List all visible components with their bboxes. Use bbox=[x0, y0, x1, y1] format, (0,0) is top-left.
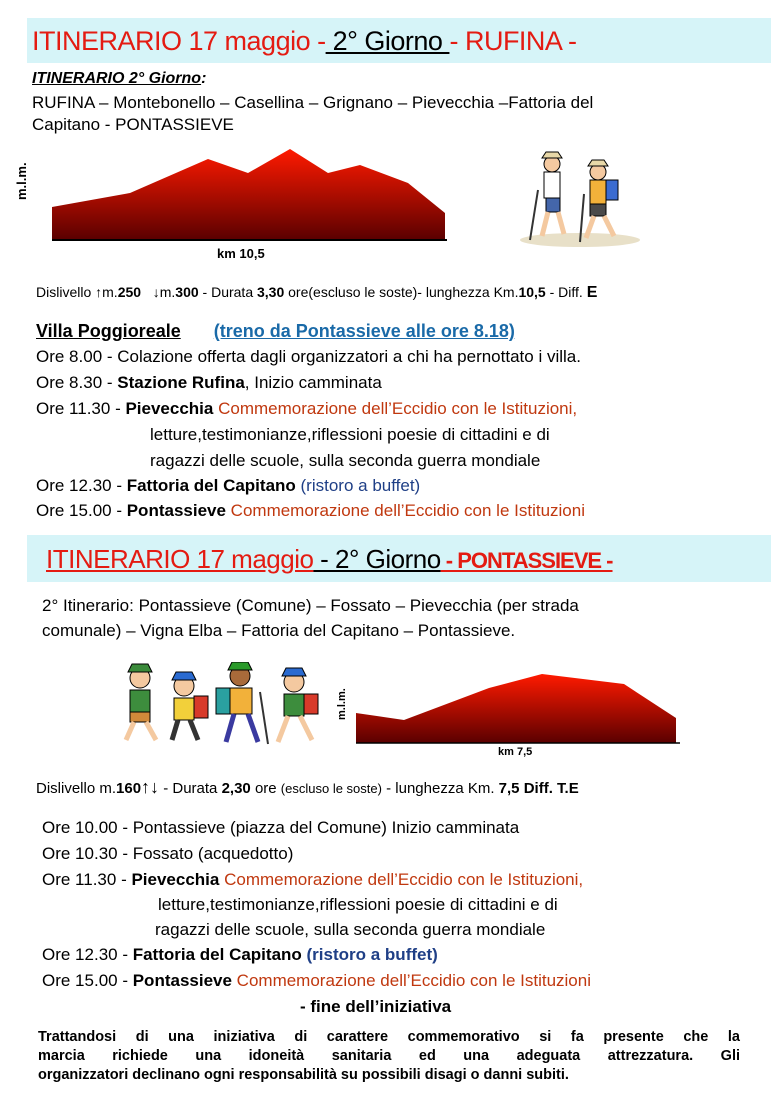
train-info-link[interactable]: (treno da Pontassieve alle ore 8.18) bbox=[213, 321, 515, 341]
length-value: 7,5 bbox=[498, 780, 520, 797]
schedule2-cont-2: ragazzi delle scuole, sulla seconda guerra mondiale bbox=[155, 920, 546, 939]
down-unit: m. bbox=[159, 284, 176, 300]
duration-suffix: ore(escluso le soste)- lunghezza Km. bbox=[284, 284, 519, 300]
stats-line-pontassieve bbox=[36, 777, 579, 798]
schedule-text: , Inizio camminata bbox=[244, 373, 382, 392]
schedule-place: Stazione Rufina bbox=[112, 373, 245, 392]
schedule-place: Pievecchia bbox=[131, 870, 220, 889]
schedule-text: Pontassieve (piazza del Comune) Inizio camminata bbox=[128, 818, 520, 837]
schedule-text: Colazione offerta dagli organizzatori a chi ha pernottato i villa. bbox=[112, 347, 581, 366]
schedule-place: Pontassieve bbox=[132, 971, 232, 990]
route2-line-2: comunale) – Vigna Elba – Fattoria del Capitano – Pontassieve. bbox=[42, 621, 516, 640]
schedule-time: Ore 12.30 - bbox=[36, 476, 127, 495]
schedule-note: Commemorazione dell’Eccidio con le Istituzioni, bbox=[213, 399, 578, 418]
schedule-time: Ore 8.00 - bbox=[36, 347, 113, 366]
schedule-item-0800 bbox=[36, 347, 581, 367]
duration-value: 2,30 bbox=[221, 780, 251, 797]
elevation-value: 160 bbox=[116, 780, 142, 797]
schedule-item-0830 bbox=[36, 373, 382, 393]
profile1-ylabel: m.l.m. bbox=[14, 162, 29, 200]
schedule-note: Commemorazione dell’Eccidio con le Istituzioni bbox=[231, 971, 591, 990]
title-place: - PONTASSIEVE - bbox=[440, 548, 613, 573]
stats-prefix: Dislivello bbox=[36, 284, 96, 300]
duration-label: - Durata bbox=[159, 780, 222, 797]
stats-prefix: Dislivello m. bbox=[36, 780, 117, 797]
schedule-note: (ristoro a buffet) bbox=[301, 945, 438, 964]
schedule-note: Commemorazione dell’Eccidio con le Istituzioni, bbox=[219, 870, 584, 889]
villa-name: Villa Poggioreale bbox=[36, 321, 181, 341]
down-arrow-icon: ↓ bbox=[152, 284, 160, 300]
section2-title bbox=[46, 544, 613, 575]
up-unit: m. bbox=[102, 284, 118, 300]
schedule-item-1500 bbox=[36, 501, 585, 521]
route-line-2: Capitano - PONTASSIEVE bbox=[32, 115, 234, 134]
schedule-note: Commemorazione dell’Eccidio con le Istituzioni bbox=[225, 501, 585, 520]
difficulty-label: - Diff. bbox=[545, 284, 587, 300]
schedule2-item-1230 bbox=[42, 945, 438, 965]
schedule-note: (ristoro a buffet) bbox=[295, 476, 421, 495]
schedule-place: Pievecchia bbox=[125, 399, 214, 418]
descent-value: 300 bbox=[175, 284, 199, 300]
schedule-place: Fattoria del Capitano bbox=[132, 945, 302, 964]
itinerary-label-text: ITINERARIO 2° Giorno bbox=[32, 70, 202, 87]
schedule-text: Fossato (acquedotto) bbox=[128, 844, 294, 863]
hiker-couple-icon bbox=[510, 150, 640, 250]
schedule2-item-1030 bbox=[42, 844, 293, 864]
itinerary-label-colon: : bbox=[201, 70, 207, 87]
disclaimer-line-2: marcia richiede una idoneità sanitaria ed una adeguata attrezzatura. Gli bbox=[38, 1048, 740, 1064]
length-label: - lunghezza Km. bbox=[381, 780, 499, 797]
itinerary-label bbox=[32, 70, 206, 88]
disclaimer bbox=[38, 1028, 740, 1085]
schedule2-item-1000 bbox=[42, 818, 519, 838]
schedule-time: Ore 15.00 - bbox=[42, 971, 133, 990]
up-arrow-icon: ↑ bbox=[95, 284, 103, 300]
profile2-ylabel: m.l.m. bbox=[336, 688, 348, 720]
schedule-cont-1: letture,testimonianze,riflessioni poesie di cittadini e di bbox=[150, 425, 550, 444]
schedule-place: Pontassieve bbox=[126, 501, 226, 520]
schedule-cont-2: ragazzi delle scuole, sulla seconda guerra mondiale bbox=[150, 451, 541, 470]
elevation-profile-pontassieve bbox=[354, 668, 684, 748]
length-value: 10,5 bbox=[518, 284, 546, 300]
difficulty: Diff. T.E bbox=[519, 780, 579, 797]
schedule-time: Ore 11.30 - bbox=[36, 399, 126, 418]
schedule-item-1130 bbox=[36, 399, 577, 419]
schedule-place: Fattoria del Capitano bbox=[126, 476, 296, 495]
profile1-xlabel: km 10,5 bbox=[217, 246, 265, 261]
villa-line bbox=[36, 321, 515, 342]
title-place: - RUFINA - bbox=[449, 26, 577, 56]
schedule-time: Ore 8.30 - bbox=[36, 373, 113, 392]
title-date: ITINERARIO 17 maggio - bbox=[32, 26, 326, 56]
schedule2-item-1500 bbox=[42, 971, 591, 991]
difficulty-value: E bbox=[586, 284, 598, 301]
schedule-time: Ore 10.30 - bbox=[42, 844, 128, 863]
up-down-arrow-icon: ↑↓ bbox=[141, 777, 160, 797]
section1-title bbox=[32, 26, 576, 57]
elevation-profile-rufina bbox=[50, 145, 450, 245]
duration-value: 3,30 bbox=[257, 284, 285, 300]
stats-line-rufina bbox=[36, 284, 597, 302]
schedule2-cont-1: letture,testimonianze,riflessioni poesie di cittadini e di bbox=[158, 895, 558, 914]
title-day: - 2° Giorno bbox=[313, 544, 441, 574]
schedule-time: Ore 11.30 - bbox=[42, 870, 132, 889]
disclaimer-line-1: Trattandosi di una iniziativa di carattere commemorativo si fa presente che la bbox=[38, 1029, 740, 1045]
schedule-time: Ore 12.30 - bbox=[42, 945, 133, 964]
schedule-item-1230 bbox=[36, 476, 420, 496]
end-of-event: - fine dell’iniziativa bbox=[300, 997, 452, 1016]
ascent-value: 250 bbox=[117, 284, 142, 300]
title-day: 2° Giorno bbox=[325, 26, 450, 56]
profile2-xlabel: km 7,5 bbox=[498, 746, 533, 758]
disclaimer-line-3: organizzatori declinano ogni responsabilità su possibili disagi o danni subiti. bbox=[38, 1067, 569, 1083]
route2-line-1: 2° Itinerario: Pontassieve (Comune) – Fossato – Pievecchia (per strada bbox=[42, 596, 579, 615]
title-date: ITINERARIO 17 maggio bbox=[46, 544, 314, 574]
duration-label: - Durata bbox=[198, 284, 257, 300]
schedule-time: Ore 10.00 - bbox=[42, 818, 128, 837]
schedule2-item-1130 bbox=[42, 870, 583, 890]
duration-note: (escluso le soste) bbox=[280, 781, 382, 796]
hiker-group-icon bbox=[118, 662, 328, 747]
route-line-1: RUFINA – Montebonello – Casellina – Grignano – Pievecchia –Fattoria del bbox=[32, 93, 594, 112]
schedule-time: Ore 15.00 - bbox=[36, 501, 127, 520]
duration-unit: ore bbox=[250, 780, 281, 797]
